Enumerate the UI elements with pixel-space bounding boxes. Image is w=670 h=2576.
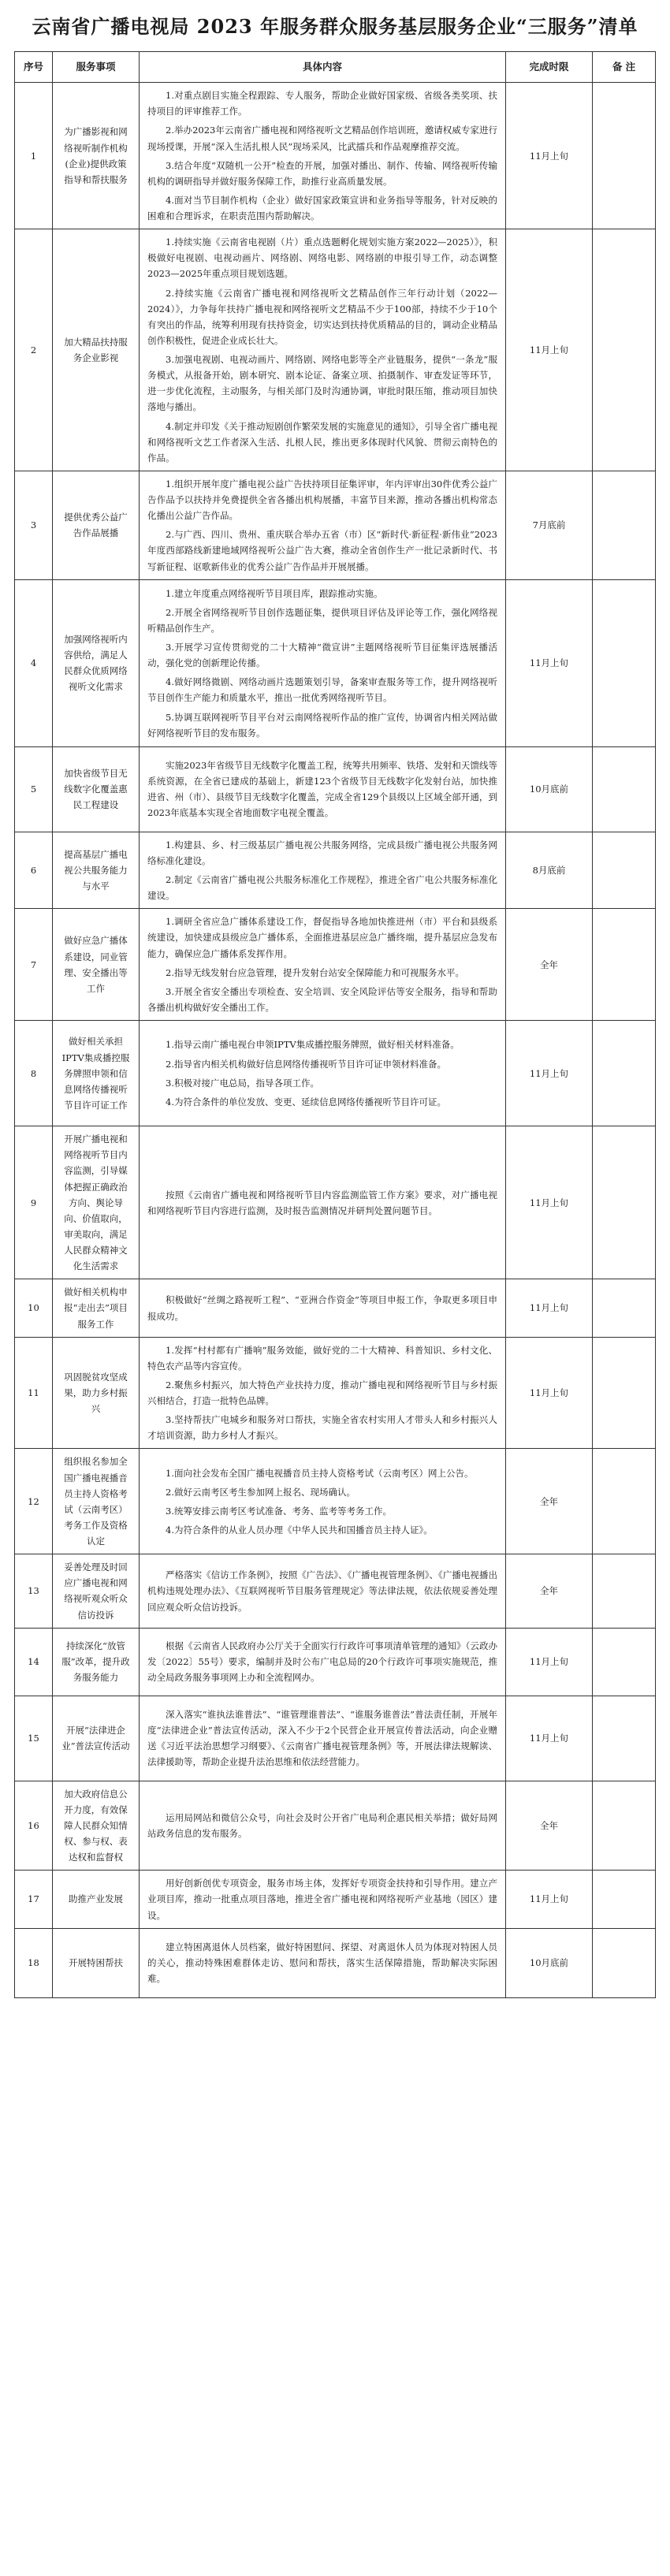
deadline: 全年 <box>506 1781 593 1871</box>
table-row <box>15 471 656 579</box>
content-paragraph: 4.做好网络微剧、网络动画片选题策划引导，备案审查服务等工作，提升网络视听节目创作生产能力和质量水平，推出一批优秀网络视听节目。 <box>147 676 497 704</box>
table-row <box>15 1126 656 1279</box>
content-paragraph: 2.聚焦乡村振兴，加大特色产业扶持力度，推动广播电视和网络视听节目与乡村振兴相结合，打造一批特色品牌。 <box>147 1379 497 1407</box>
deadline: 11月上旬 <box>506 229 593 471</box>
service-content <box>140 1781 506 1871</box>
service-item: 加快省级节目无线数字化覆盖惠民工程建设 <box>53 746 140 832</box>
content-paragraph: 2.持续实施《云南省广播电视和网络视听文艺精品创作三年行动计划（2022—2024）》，力争每年扶持广播电视和网络视听文艺精品不少于100部，持续不少于10个有突出的作品，统筹利用现有扶持资金，切实达到扶持优质精品的目的，调动企业精品创作积极性，促进企业成长壮大。 <box>147 287 497 346</box>
remark <box>593 1337 656 1449</box>
table-header <box>15 52 656 83</box>
table-row <box>15 229 656 471</box>
row-number: 5 <box>15 746 53 832</box>
row-number: 7 <box>15 909 53 1021</box>
table-row <box>15 83 656 229</box>
service-item: 提供优秀公益广告作品展播 <box>53 471 140 579</box>
table-row <box>15 1554 656 1629</box>
content-paragraph: 3.开展学习宣传贯彻党的二十大精神“微宣讲”主题网络视听节目征集评选展播活动，强化党的创新理论传播。 <box>147 642 497 669</box>
deadline: 11月上旬 <box>506 1696 593 1781</box>
row-number: 12 <box>15 1449 53 1554</box>
service-item: 开展广播电视和网络视听节目内容监测，引导媒体把握正确政治方向、舆论导向、价值取向，审美取向，满足人民群众精神文化生活需求 <box>53 1126 140 1279</box>
service-item: 做好应急广播体系建设，同业管理、安全播出等工作 <box>53 909 140 1021</box>
content-paragraph: 3.积极对接广电总局，指导各项工作。 <box>166 1077 319 1089</box>
content-paragraph: 1.对重点剧目实施全程跟踪、专人服务，帮助企业做好国家级、省级各类奖项、扶持项目的评审推荐工作。 <box>147 90 497 117</box>
table-row <box>15 909 656 1021</box>
remark <box>593 746 656 832</box>
header-item: 服务事项 <box>53 52 140 83</box>
content-paragraph: 1.面向社会发布全国广播电视播音员主持人资格考试（云南考区）网上公告。 <box>166 1467 474 1479</box>
remark <box>593 1696 656 1781</box>
service-item: 巩固脱贫攻坚成果，助力乡村振兴 <box>53 1337 140 1449</box>
header-content: 具体内容 <box>140 52 506 83</box>
content-paragraph: 2.制定《云南省广播电视公共服务标准化工作规程》，推进全省广电公共服务标准化建设。 <box>147 873 497 902</box>
content-paragraph: 1.发挥“村村都有广播响”服务效能，做好党的二十大精神、科普知识、乡村文化、特色农产品等内容宣传。 <box>147 1344 497 1372</box>
row-number: 11 <box>15 1337 53 1449</box>
content-paragraph: 4.制定并印发《关于推动短剧创作繁荣发展的实施意见的通知》，引导全省广播电视和网络视听文艺工作者深入生活、扎根人民，推出更多体现时代风貌、贯彻云南特色的作品。 <box>147 420 497 463</box>
deadline: 8月底前 <box>506 832 593 909</box>
content-paragraph: 3.结合年度“双随机一公开”检查的开展，加强对播出、制作、传输、网络视听传输机构的调研指导并做好服务保障工作，助推行业高质量发展。 <box>147 159 497 187</box>
service-content <box>140 1554 506 1629</box>
service-item: 持续深化“放管服”改革，提升政务服务能力 <box>53 1628 140 1696</box>
service-item: 开展特困帮扶 <box>53 1928 140 1997</box>
table-row <box>15 1928 656 1997</box>
service-content <box>140 229 506 471</box>
header-row <box>15 52 656 83</box>
remark <box>593 832 656 909</box>
content-paragraph: 4.为符合条件的单位发放、变更、延续信息网络传播视听节目许可证。 <box>166 1096 446 1107</box>
deadline: 11月上旬 <box>506 1337 593 1449</box>
table-row <box>15 1871 656 1928</box>
remark <box>593 1279 656 1337</box>
service-list-table <box>14 51 656 1998</box>
content-paragraph: 1.调研全省应急广播体系建设工作，督促指导各地加快推进州（市）平台和县级系统建设，加快建成县级应急广播体系，全面推进基层应急广播终端，提升基层应急发布能力，确保应急广播体系发挥作用。 <box>147 916 497 959</box>
row-number: 2 <box>15 229 53 471</box>
deadline: 11月上旬 <box>506 579 593 746</box>
table-row <box>15 746 656 832</box>
row-number: 8 <box>15 1021 53 1126</box>
content-paragraph: 2.开展全省网络视听节目创作选题征集，提供项目评估及评论等工作，强化网络视听精品创作生产。 <box>147 606 497 634</box>
table-row <box>15 1628 656 1696</box>
service-content <box>140 1126 506 1279</box>
deadline: 全年 <box>506 1449 593 1554</box>
header-no: 序号 <box>15 52 53 83</box>
content-paragraph: 运用局网站和微信公众号，向社会及时公开省广电局利企惠民相关举措；做好局网站政务信息的发布服务。 <box>147 1811 497 1839</box>
content-paragraph: 2.与广西、四川、贵州、重庆联合举办五省（市）区“新时代·新征程·新伟业”2023年度西部路线新建地域网络视听公益广告大赛，推动全省创作生产一批记录新时代、书写新征程、讴歌新伟业的优秀公益广告作品并开展展播。 <box>147 529 497 572</box>
row-number: 6 <box>15 832 53 909</box>
service-content <box>140 471 506 579</box>
content-paragraph: 1.建立年度重点网络视听节目项目库，跟踪推动实施。 <box>166 587 383 599</box>
row-number: 15 <box>15 1696 53 1781</box>
content-paragraph: 5.协调互联网视听节目平台对云南网络视听作品的推广宣传，协调省内相关网站做好网络视听节目的发布服务。 <box>147 711 497 739</box>
remark <box>593 1928 656 1997</box>
remark <box>593 909 656 1021</box>
remark <box>593 229 656 471</box>
service-content <box>140 1871 506 1928</box>
service-content <box>140 83 506 229</box>
service-item: 做好相关机构申报“走出去”项目服务工作 <box>53 1279 140 1337</box>
row-number: 4 <box>15 579 53 746</box>
service-content <box>140 1696 506 1781</box>
service-item: 开展“法律进企业”普法宣传活动 <box>53 1696 140 1781</box>
remark <box>593 1554 656 1629</box>
deadline: 11月上旬 <box>506 1628 593 1696</box>
table-row <box>15 1279 656 1337</box>
service-item: 做好相关承担IPTV集成播控服务牌照申领和信息网络传播视听节目许可证工作 <box>53 1021 140 1126</box>
service-content <box>140 746 506 832</box>
content-paragraph: 3.开展全省安全播出专项检查、安全培训、安全风险评估等安全服务，指导和帮助各播出机构做好安全播出工作。 <box>147 985 497 1013</box>
deadline: 11月上旬 <box>506 1021 593 1126</box>
service-item: 加强网络视听内容供给，满足人民群众优质网络视听文化需求 <box>53 579 140 746</box>
service-content <box>140 1628 506 1696</box>
deadline: 10月底前 <box>506 1928 593 1997</box>
service-content <box>140 1928 506 1997</box>
service-content <box>140 579 506 746</box>
service-item: 提高基层广播电视公共服务能力与水平 <box>53 832 140 909</box>
service-item: 组织报名参加全国广播电视播音员主持人资格考试（云南考区）考务工作及资格认定 <box>53 1449 140 1554</box>
content-paragraph: 深入落实“谁执法谁普法”、“谁管理谁普法”、“谁服务谁普法”普法责任制，开展年度“法律进企业”普法宣传活动，深入不少于2个民营企业开展宣传普法活动，向企业赠送《习近平法治思想学习纲要》、《云南省广播电视管理条例》等，开展法律法规解读、法律援助等，帮助企业提升法治思维和依法经营能力。 <box>147 1708 497 1768</box>
content-paragraph: 1.指导云南广播电视台申领IPTV集成播控服务牌照，做好相关材料准备。 <box>166 1039 460 1051</box>
content-paragraph: 2.指导无线发射台应急管理，提升发射台站安全保障能力和可视服务水平。 <box>166 966 464 978</box>
header-deadline: 完成时限 <box>506 52 593 83</box>
deadline: 11月上旬 <box>506 83 593 229</box>
content-paragraph: 根据《云南省人民政府办公厅关于全面实行行政许可事项清单管理的通知》（云政办发〔2022〕55号）要求，编制并及时公布广电总局的20个行政许可事项实施规范，推动全局政务服务事项网上办和全流程网办。 <box>147 1640 497 1684</box>
content-paragraph: 用好创新创优专项资金，服务市场主体，发挥好专项资金扶持和引导作用。建立产业项目库，推动一批重点项目落地，推进全省广播电视和网络视听产业基地（园区）建设。 <box>147 1878 497 1921</box>
table-row <box>15 1449 656 1554</box>
content-paragraph: 2.做好云南考区考生参加网上报名、现场确认。 <box>166 1486 355 1498</box>
row-number: 10 <box>15 1279 53 1337</box>
remark <box>593 1871 656 1928</box>
deadline: 全年 <box>506 1554 593 1629</box>
deadline: 全年 <box>506 909 593 1021</box>
remark <box>593 579 656 746</box>
content-paragraph: 2.指导省内相关机构做好信息网络传播视听节目许可证申领材料准备。 <box>166 1058 446 1070</box>
table-row <box>15 1021 656 1126</box>
service-item: 加大精品扶持服务企业影视 <box>53 229 140 471</box>
table-row <box>15 1337 656 1449</box>
row-number: 17 <box>15 1871 53 1928</box>
content-paragraph: 2.举办2023年云南省广播电视和网络视听文艺精品创作培训班，邀请权威专家进行现场授课，开展“深入生活扎根人民”现场采风，比武擂兵和作品观摩推荐交流。 <box>147 125 497 152</box>
table-row <box>15 832 656 909</box>
deadline: 10月底前 <box>506 746 593 832</box>
deadline: 11月上旬 <box>506 1871 593 1928</box>
table-body <box>15 83 656 1998</box>
content-paragraph: 按照《云南省广播电视和网络视听节目内容监测监管工作方案》要求，对广播电视和网络视听节目内容进行监测，及时报告监测情况并研判处置问题节目。 <box>147 1189 497 1216</box>
remark <box>593 1781 656 1871</box>
header-remark: 备 注 <box>593 52 656 83</box>
content-paragraph: 积极做好“丝绸之路视听工程”、“亚洲合作资金”等项目申报工作，争取更多项目申报成功。 <box>147 1294 497 1322</box>
row-number: 18 <box>15 1928 53 1997</box>
remark <box>593 471 656 579</box>
content-paragraph: 3.统筹安排云南考区考试准备、考务、监考等考务工作。 <box>166 1505 392 1517</box>
row-number: 9 <box>15 1126 53 1279</box>
row-number: 3 <box>15 471 53 579</box>
row-number: 1 <box>15 83 53 229</box>
content-paragraph: 1.持续实施《云南省电视剧（片）重点选题孵化规划实施方案2022—2025）》，积极做好电视剧、电视动画片、网络剧、网络电影、网络剧的申报引导工作，动态调整2023—2025年重点项目规划选题。 <box>147 236 497 280</box>
content-paragraph: 3.坚持帮扶广电城乡和服务对口帮扶，实施全省农村实用人才带头人和乡村振兴人才培训资源，助力乡村人才振兴。 <box>147 1414 497 1442</box>
service-item: 助推产业发展 <box>53 1871 140 1928</box>
remark <box>593 1021 656 1126</box>
row-number: 14 <box>15 1628 53 1696</box>
table-row <box>15 1781 656 1871</box>
row-number: 16 <box>15 1781 53 1871</box>
content-paragraph: 3.加强电视剧、电视动画片、网络剧、网络电影等全产业链服务，提供“一条龙”服务模式，从报备开始，剧本研究、剧本论证、备案立项、拍摄制作、审查发证等环节，进一步优化流程，主动服务，与相关部门及时沟通协调，审批时限压缩，推动项目加快落地与播出。 <box>147 354 497 413</box>
service-content <box>140 909 506 1021</box>
table-row <box>15 1696 656 1781</box>
document-title: 云南省广播电视局 2023 年服务群众服务基层服务企业“三服务”清单 <box>32 15 638 38</box>
content-paragraph: 4.面对当节目制作机构（企业）做好国家政策宣讲和业务指导等服务，针对反映的困难和合理诉求，在职责范围内帮助解决。 <box>147 194 497 222</box>
service-item: 为广播影视和网络视听制作机构(企业)提供政策指导和帮扶服务 <box>53 83 140 229</box>
content-paragraph: 严格落实《信访工作条例》，按照《广告法》、《广播电视管理条例》、《广播电视播出机构违规处理办法》、《互联网视听节目服务管理规定》等法律法规，依法依规妥善处理回应观众听众信访投诉。 <box>147 1569 497 1613</box>
remark <box>593 1126 656 1279</box>
deadline: 11月上旬 <box>506 1126 593 1279</box>
content-paragraph: 4.为符合条件的从业人员办理《中华人民共和国播音员主持人证》。 <box>166 1524 433 1536</box>
service-content <box>140 1449 506 1554</box>
service-content <box>140 1021 506 1126</box>
row-number: 13 <box>15 1554 53 1629</box>
service-content <box>140 832 506 909</box>
service-content <box>140 1279 506 1337</box>
content-paragraph: 1.组织开展年度广播电视公益广告扶持项目征集评审，年内评审出30件优秀公益广告作品予以扶持并免费提供全省各播出机构展播，丰富节目来源，推动各播出机构常态化播出公益广告作品。 <box>147 478 497 522</box>
content-paragraph: 实施2023年省级节目无线数字化覆盖工程，统筹共用频率、铁塔、发射和天馈线等系统资源，在全省已建成的基础上，新建123个省级节目无线数字化发射台站，加快推进省、州（市）、县级节目无线数字化覆盖，完成全省129个县级以上区域全部开通，到2023年底基本实现全省地面数字电视全覆盖。 <box>147 759 497 819</box>
table-row <box>15 579 656 746</box>
deadline: 7月底前 <box>506 471 593 579</box>
content-paragraph: 建立特困离退休人员档案，做好特困慰问、探望、对离退休人员为体现对特困人员的关心，推动特殊困难群体走访、慰问和帮扶，落实生活保障措施，帮助解决实际困难。 <box>147 1941 497 1985</box>
service-content <box>140 1337 506 1449</box>
service-item: 加大政府信息公开力度，有效保障人民群众知情权、参与权、表达权和监督权 <box>53 1781 140 1871</box>
remark <box>593 83 656 229</box>
service-item: 妥善处理及时回应广播电视和网络视听观众听众信访投诉 <box>53 1554 140 1629</box>
content-paragraph: 1.构建县、乡、村三级基层广播电视公共服务网络，完成县级广播电视公共服务网络标准化建设。 <box>147 839 497 866</box>
deadline: 11月上旬 <box>506 1279 593 1337</box>
remark <box>593 1628 656 1696</box>
remark <box>593 1449 656 1554</box>
